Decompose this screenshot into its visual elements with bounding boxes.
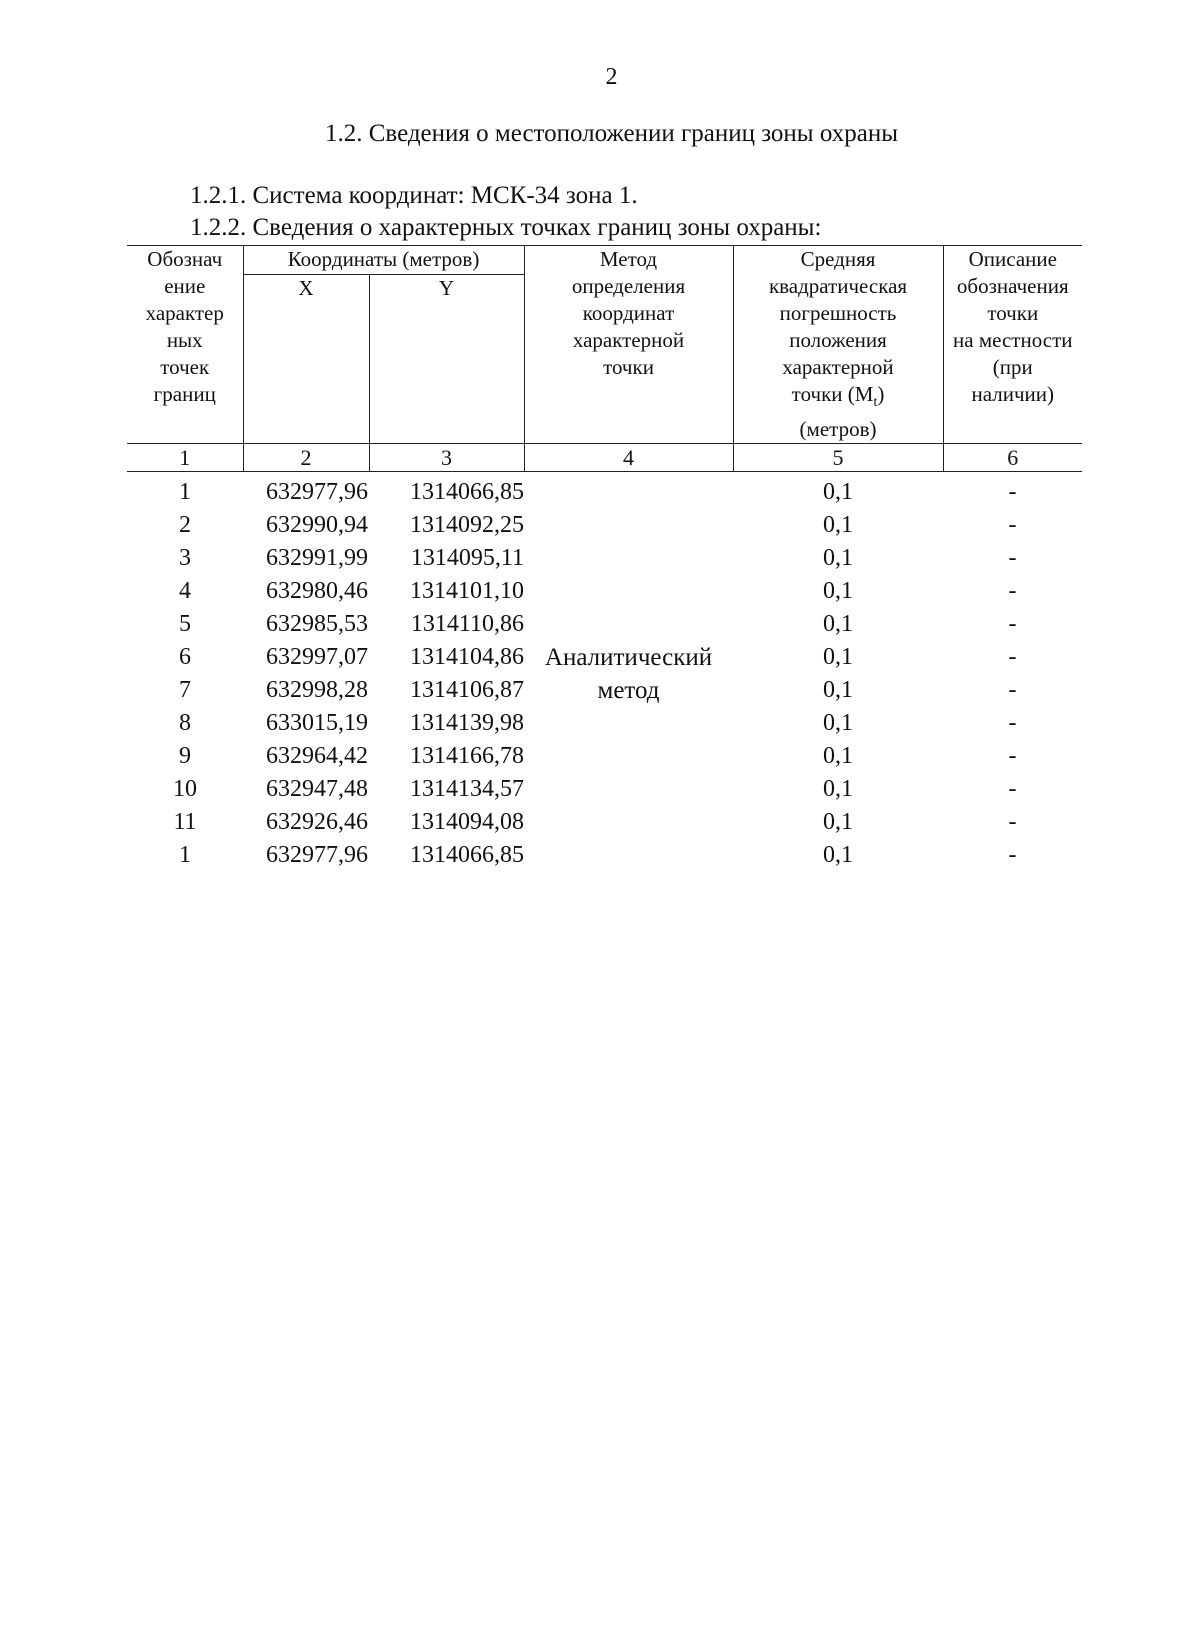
column-number-2: 2 — [243, 444, 369, 472]
boundary-points-table — [127, 245, 1082, 872]
points-info-line: 1.2.2. Сведения о характерных точках границ зоны охраны: — [190, 214, 822, 241]
y-coordinate-cell: 1314066,85 — [410, 842, 525, 869]
point-cell: 5 — [179, 611, 191, 638]
point-cell: 1 — [179, 479, 191, 506]
error-cell: 0,1 — [823, 677, 854, 704]
point-cell: 9 — [179, 743, 191, 770]
description-cell: - — [1008, 512, 1017, 539]
y-coordinate-cell: 1314110,86 — [410, 611, 525, 638]
point-cell: 4 — [179, 578, 191, 605]
description-cell: - — [1008, 479, 1017, 506]
description-cell: - — [1008, 545, 1017, 572]
description-cell: - — [1008, 776, 1017, 803]
x-coordinate-cell: 632990,94 — [266, 512, 368, 539]
y-coordinate-cell: 1314092,25 — [410, 512, 525, 539]
point-cell: 2 — [179, 512, 191, 539]
column-number-4: 4 — [524, 444, 733, 472]
header-description: Описание обозначения точки на местности (при наличии) — [943, 246, 1082, 444]
description-cell: - — [1008, 644, 1017, 671]
x-coordinate-cell: 632985,53 — [266, 611, 368, 638]
header-error: Средняя квадратическая погрешность положения характерной точки $(M_t)$ (метров) — [733, 246, 943, 444]
description-cell: - — [1008, 842, 1017, 869]
y-coordinate-cell: 1314066,85 — [410, 479, 525, 506]
header-method: Метод определения координат характерной точки — [524, 246, 733, 444]
description-cell: - — [1008, 677, 1017, 704]
header-y: Y — [369, 275, 524, 444]
column-number-3: 3 — [369, 444, 524, 472]
method-text: Аналитический метод — [544, 644, 713, 705]
y-coordinate-cell: 1314094,08 — [410, 809, 525, 836]
point-cell: 7 — [179, 677, 191, 704]
error-cell: 0,1 — [823, 809, 854, 836]
x-coordinate-cell: 632997,07 — [266, 644, 368, 671]
y-coordinate-cell: 1314106,87 — [410, 677, 525, 704]
y-coordinate-cell: 1314139,98 — [410, 710, 525, 737]
description-cell: - — [1008, 611, 1017, 638]
x-coordinate-cell: 632964,42 — [266, 743, 368, 770]
error-cell: 0,1 — [823, 644, 854, 671]
x-coordinate-cell: 632926,46 — [266, 809, 368, 836]
description-cell: - — [1008, 710, 1017, 737]
error-cell: 0,1 — [823, 479, 854, 506]
x-coordinate-cell: 632998,28 — [266, 677, 368, 704]
y-coordinate-cell: 1314134,57 — [410, 776, 525, 803]
error-cell: 0,1 — [823, 545, 854, 572]
column-number-5: 5 — [733, 444, 943, 472]
x-coordinate-cell: 632991,99 — [266, 545, 368, 572]
error-cell: 0,1 — [823, 611, 854, 638]
point-cell: 6 — [179, 644, 191, 671]
x-coordinate-cell: 632947,48 — [266, 776, 368, 803]
column-number-1: 1 — [127, 444, 243, 472]
header-point-designation: Обознач ение характер ных точек границ — [127, 246, 243, 444]
column-number-6: 6 — [943, 444, 1082, 472]
page-number: 2 — [605, 64, 618, 90]
point-cell: 8 — [179, 710, 191, 737]
header-x: X — [243, 275, 369, 444]
section-title: 1.2. Сведения о местоположении границ зоны охраны — [324, 120, 899, 147]
x-coordinate-cell: 632977,96 — [266, 479, 368, 506]
coordinate-system-line: 1.2.1. Система координат: МСК-34 зона 1. — [190, 182, 638, 209]
table-row — [127, 472, 1082, 510]
method-cell — [524, 472, 733, 873]
point-cell: 1 — [179, 842, 191, 869]
x-coordinate-cell: 632980,46 — [266, 578, 368, 605]
error-cell: 0,1 — [823, 578, 854, 605]
error-cell: 0,1 — [823, 743, 854, 770]
header-coordinates: Координаты (метров) — [243, 246, 524, 275]
y-coordinate-cell: 1314166,78 — [410, 743, 525, 770]
error-cell: 0,1 — [823, 776, 854, 803]
description-cell: - — [1008, 809, 1017, 836]
description-cell: - — [1008, 578, 1017, 605]
y-coordinate-cell: 1314095,11 — [410, 545, 525, 572]
description-cell: - — [1008, 743, 1017, 770]
error-cell: 0,1 — [823, 710, 854, 737]
x-coordinate-cell: 632977,96 — [266, 842, 368, 869]
point-cell: 3 — [179, 545, 191, 572]
point-cell: 11 — [173, 809, 197, 836]
x-coordinate-cell: 633015,19 — [266, 710, 368, 737]
error-cell: 0,1 — [823, 512, 854, 539]
error-cell: 0,1 — [823, 842, 854, 869]
y-coordinate-cell: 1314104,86 — [410, 644, 525, 671]
point-cell: 10 — [173, 776, 197, 803]
y-coordinate-cell: 1314101,10 — [410, 578, 525, 605]
